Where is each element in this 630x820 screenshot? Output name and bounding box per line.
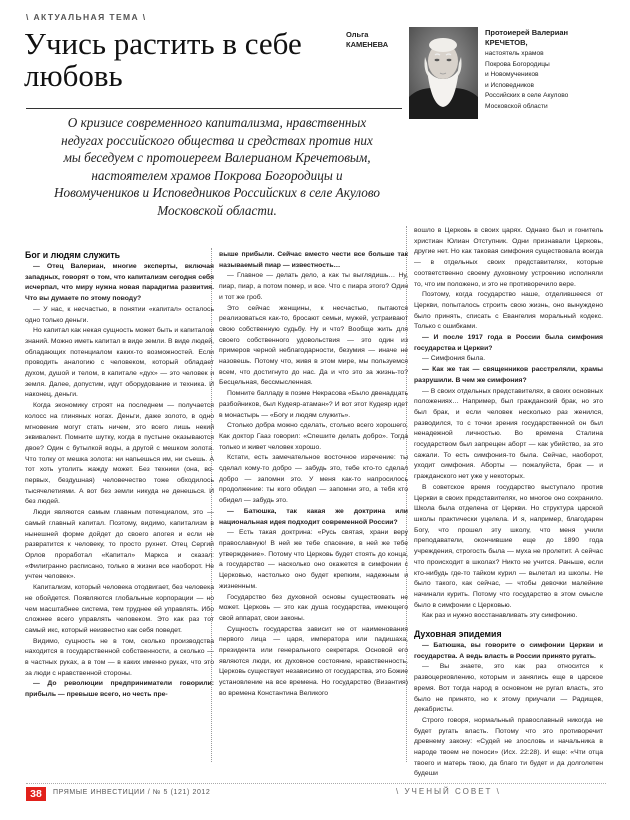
paragraph: Но капитал как некая сущность может быть и капиталом знаний. Можно иметь капитал в виде земли. В виде людей, обладающих потенциалом каких-то возможностей. Если проводить аналогию с человеком, который обладает духом, душой и телом, в капитале «дух» — это человек и земля. Далее, допустим, идут оборудование и техника. И наконец, деньги. xyxy=(25,327,214,399)
paragraph: Поэтому, когда государство наше, отделившееся от Церкви, попыталось строить свою жизнь, оно вынуждено было принять, списать с Евангелия моральный кодекс. Только с ошибками. xyxy=(414,291,603,331)
bio-line: Московской области xyxy=(485,102,548,110)
paragraph: Как раз и нужно восстанавливать эту симфонию. xyxy=(422,612,578,620)
author-first-name: Ольга xyxy=(346,30,369,39)
paragraph: Люди являются самым главным потенциалом, это — самый главный капитал. Поэтому, видимо, капитализм в нынешней форме дойдет до своего апогея и если не развратится к человеку, то просто рухнет. Отец Сергий Орлов проработал «Капитал» Маркса и сказал: «Филигранно расписано, только в жизни все наоборот. Не учтен человек». xyxy=(25,509,214,581)
magazine-issue: ПРЯМЫЕ ИНВЕСТИЦИИ / № 5 (121) 2012 xyxy=(53,789,211,796)
bio-name: Протоиерей Валериан КРЕЧЕТОВ, xyxy=(485,28,569,47)
paragraph: — Вы знаете, это как раз относится к развоцерковлению, которым и занялись еще в царское время. Вот тогда народ в основном не ругал власть, это было не принято, но к этому приучали — Радищев, декабристы. xyxy=(414,663,603,714)
paragraph: — У нас, к несчастью, в понятии «капитал» осталось одно только деньги. xyxy=(25,305,214,324)
paragraph: вошло в Церковь в своих царях. Однако был и гонитель христиан Юлиан Отступник. Одни признавали Церковь, другие нет. Но как таковая симфония существовала всегда — в отдельных своих представителях, которые соответственно своему духовному устроению исполняли то, что им положено, и это не противоречило вере. xyxy=(414,227,603,288)
paragraph: Когда экономику строят на последнем — получается колосс на глиняных ногах. Деньги, даже золото, в одно мгновение могут стать ничем, это всего лишь некий эквивалент. Помните шутку, когда в пустыне оказываются двое? Один с бутылкой воды, а другой с мешком золота. Что толку от мешка золота: ни напьешься им, ни съешь. А тот хоть утолить жажду может. Без техники (она, во-первых, бездушная) человечество тоже обходилось тысячелетиями. А вот без земли никуда не денешься. И без людей. xyxy=(25,402,214,506)
author-last-name: КАМЕНЕВА xyxy=(346,40,389,49)
interview-question: — До революции предприниматели говорили: прибыль — превыше всего, но честь пре- xyxy=(25,680,214,699)
section-label: \ УЧЕНЫЙ СОВЕТ \ xyxy=(396,787,501,796)
priest-portrait-image xyxy=(409,27,478,119)
paragraph: — В своих отдельных представителях, в своих основных положениях… Например, был гражданский брак, но это был брак, и если человек несколько раз женился, разводился, то с точки зрения государственной он был ненадежной личностью. Во времена Сталина государством был запрещен аборт — как убийство, за это сажали. То есть симфония-то была. Сейчас, наоборот, уходит симфония. Аборты — пожалуйста, брак — и гражданского нет уже у некоторых. xyxy=(414,387,603,481)
paragraph: — Есть такая доктрина: «Русь святая, храни веру православную! В ней же тебе спасение, в ней же тебе утверждение». Потому что Церковь будет стоять до конца, а государство — насколько оно окажется в симфонии с Церковью, настолько оно будет крепким, надежным и жизненным. xyxy=(219,529,408,590)
paragraph: Видимо, сущность не в том, сколько производства находится в государственной собственности, а сколько — в частных руках, а в том — в каких именно руках, что это за люди с нравственной стороны. xyxy=(25,637,214,677)
interview-question: выше прибыли. Сейчас вместо чести все больше так называемый пиар — известность… xyxy=(219,251,408,269)
bio-line: Российских в селе Акулово xyxy=(485,92,569,100)
article-column-3 xyxy=(414,226,603,780)
paragraph: В советское время государство выступало против Церкви в своих представителях, но многое оно сохранило. Школа была отделена от Церкви. Но структура царской школы практически уцелела. И я, например, благодарен Богу, что прошел эту школу, что меня учили преподаватели, окончившие еще до 1890 года учреждения, строгость была — муха не пролетит. А сейчас что происходит в школах? Никто не учится. Раньше, если кто-нибудь где-то тайком курил — вылетал из школы. Не было такого, как сейчас, — чтобы девочки малейние начинали курить. Потому что государство в этом смысле было в симфонии с Церковью. xyxy=(414,483,603,609)
article-column-1 xyxy=(25,250,214,701)
header-divider xyxy=(26,108,402,109)
bio-line: настоятель храмов xyxy=(485,50,544,57)
rubric-label: \ АКТУАЛЬНАЯ ТЕМА \ xyxy=(26,12,147,22)
paragraph: Помните балладу в поэме Некрасова «Было двенадцать разбойников, был Кудеяр-атаман»? И вот этот Кудеяр идет в монастырь — «Богу и людям служить». xyxy=(219,390,408,419)
footer-divider xyxy=(26,783,606,784)
paragraph: Это сейчас женщины, к несчастью, пытаются реализоваться как-то, бросают семьи, мужей, устраивают свою собственную судьбу. Ну и что? Вообще жить для своего собственного удовольствия — это один из примеров черной неблагодарности, безумия — иначе не назовешь. Потому что, живя в этом мире, мы пользуемся всем, что достигнуто до нас. Да и что это за жизнь-то? Бесцельная, бессмысленная. xyxy=(219,304,408,387)
paragraph: Государство без духовной основы существовать не может. Церковь — это как душа государства, имеющего свой аппарат, свои законы. xyxy=(219,593,408,622)
interview-question: — Батюшка, так какая же доктрина или национальная идея подходит современной России? xyxy=(219,507,408,526)
interview-question: — Как же так — священников расстреляли, храмы разрушили. В чем же симфония? xyxy=(414,366,603,384)
article-column-2 xyxy=(219,250,408,700)
lead-paragraph: О кризисе современного капитализма, нравственных недугах российского общества и средствах против них мы беседуем с протоиереем Валерианом Кречетовым, настоятелем храмов Покрова Богородицы и Новомучеников и Исповедников Российских в селе Акулово Московской области. xyxy=(53,115,381,218)
paragraph: Сущность государства зависит не от наименования первого лица — царя, императора или падишаха, президента или генерального секретаря. Основой его являются люди, их духовное состояние, нравственность. Церковь существует независимо от государства, это Божие установление на все времена. Но государство (Византия) во времена Константина Великого xyxy=(219,625,408,697)
paragraph: Капитализм, который человека отодвигает, без человека не обойдется. Появляются глобальные корпорации — но чем масштабнее система, тем труднее ей управлять. Ибо сложнее всего управлять человеком. Это как раз тот самый икс, который неизвестно как себя поведет. xyxy=(25,584,214,634)
section-heading: Бог и людям служить xyxy=(25,250,121,260)
interview-question: — Батюшка, вы говорите о симфонии Церкви и государства. А ведь власть в России принято ругать. xyxy=(414,642,603,660)
priest-bio xyxy=(485,28,605,113)
interview-question: — И после 1917 года в России была симфония государства и Церкви? xyxy=(414,334,603,352)
paragraph: — Главное — делать дело, а как ты выглядишь… Ну, пиар, пиар, а потом помер, и все. Что с пиара этого? Один и тот же гроб. xyxy=(219,272,408,301)
bio-line: и Новомучеников xyxy=(485,71,539,79)
paragraph: — Симфония была. xyxy=(422,355,486,363)
paragraph: Строго говоря, нормальный православный никогда не будет ругать власть. Потому что это противоречит древнему закону: «Судей не злословь и начальника в народе твоем не поноси» (Исх. 22:28). И еще: «Чти отца твоего и матерь твою, да благо ти будет и да долголетен будеши xyxy=(414,716,603,778)
bio-line: Покрова Богородицы xyxy=(485,60,550,68)
interview-question: — Отец Валериан, многие эксперты, включая западных, говорят о том, что капитализм сегодня себя исчерпал, что миру нужна новая парадигма развития. Что вы думаете по этому поводу? xyxy=(25,263,214,303)
paragraph: Столько добра можно сделать, столько всего хорошего. Как доктор Гааз говорил: «Спешите делать добро». Тогда только и живет человек хорошо. xyxy=(219,422,408,451)
article-title: Учись растить в себе любовь xyxy=(24,26,302,93)
section-heading: Духовная эпидемия xyxy=(414,629,502,640)
bio-line: и Исповедников xyxy=(485,81,535,89)
page-number: 38 xyxy=(26,787,46,801)
paragraph: Кстати, есть замечательное восточное изречение: ты сделал кому-то добро — забудь это, тебе кто-то сделал добро — запомни это. У меня как-то напросилось продолжение: ты кого обидел — запомни это, а тебя кто обидел — забудь это. xyxy=(219,454,408,505)
author-byline xyxy=(346,30,406,50)
